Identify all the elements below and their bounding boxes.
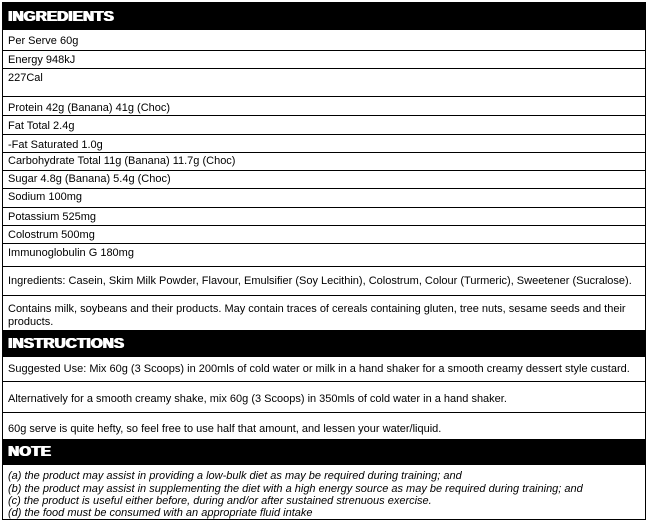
- nutrition-row-sodium: [3, 189, 645, 208]
- nutrition-row-per-serve: [3, 31, 645, 51]
- nutrition-text: Sodium 100mg: [8, 191, 82, 203]
- nutrition-text: Per Serve 60g: [8, 35, 79, 47]
- nutrition-text: Carbohydrate Total 11g (Banana) 11.7g (Choc): [8, 155, 236, 167]
- nutrition-text: Immunoglobulin G 180mg: [8, 247, 134, 259]
- nutrition-text: Sugar 4.8g (Banana) 5.4g (Choc): [8, 173, 171, 185]
- instruction-row-suggested-use: [3, 357, 645, 382]
- note-line-d: (d) the food must be consumed with an appropriate fluid intake: [8, 507, 313, 519]
- nutrition-row-potassium: [3, 208, 645, 226]
- ingredients-header: INGREDIENTS: [3, 3, 645, 30]
- nutrition-row-energy-cal: [3, 69, 645, 97]
- ingredients-text: Ingredients: Casein, Skim Milk Powder, Flavour, Emulsifier (Soy Lecithin), Colostrum, Colour (Turmeric), Sweetener (Sucralose).: [8, 275, 632, 287]
- nutrition-text: Protein 42g (Banana) 41g (Choc): [8, 102, 171, 114]
- note-header: NOTE: [3, 439, 645, 465]
- nutrition-row-carbohydrate: [3, 153, 645, 171]
- ingredients-list-row: [3, 267, 645, 296]
- instruction-text: Suggested Use: Mix 60g (3 Scoops) in 200mls of cold water or milk in a hand shaker for a smooth creamy dessert style custard.: [8, 363, 630, 375]
- nutrition-panel: [2, 2, 646, 520]
- nutrition-text: 227Cal: [8, 72, 43, 84]
- nutrition-row-immunoglobulin: [3, 244, 645, 267]
- nutrition-text: Colostrum 500mg: [8, 229, 95, 241]
- nutrition-row-fat-total: [3, 116, 645, 135]
- note-line-c: (c) the product is useful either before, during and/or after sustained strenuous exercise.: [8, 495, 432, 507]
- note-line-b: (b) the product may assist in supplementing the diet with a high energy source as may be required during training; and: [8, 483, 583, 495]
- nutrition-row-energy-kj: [3, 51, 645, 69]
- instruction-text: 60g serve is quite hefty, so feel free to use half that amount, and lessen your water/liquid.: [8, 423, 442, 435]
- nutrition-row-sugar: [3, 171, 645, 189]
- allergens-text: Contains milk, soybeans and their products. May contain traces of cereals containing gluten, tree nuts, sesame seeds and their products.: [8, 303, 626, 328]
- instruction-row-alternative: [3, 382, 645, 413]
- nutrition-row-fat-saturated: [3, 135, 645, 153]
- nutrition-text: -Fat Saturated 1.0g: [8, 139, 103, 151]
- allergens-row: [3, 296, 645, 330]
- nutrition-text: Fat Total 2.4g: [8, 120, 75, 132]
- instruction-row-serving-tip: [3, 413, 645, 441]
- instruction-text: Alternatively for a smooth creamy shake, mix 60g (3 Scoops) in 350mls of cold water in a hand shaker.: [8, 393, 507, 405]
- note-line-a: (a) the product may assist in providing a low-bulk diet as may be required during training; and: [8, 470, 462, 482]
- nutrition-text: Energy 948kJ: [8, 54, 76, 66]
- nutrition-row-colostrum: [3, 226, 645, 244]
- instructions-header: INSTRUCTIONS: [3, 330, 645, 357]
- nutrition-text: Potassium 525mg: [8, 211, 97, 223]
- nutrition-row-protein: [3, 97, 645, 116]
